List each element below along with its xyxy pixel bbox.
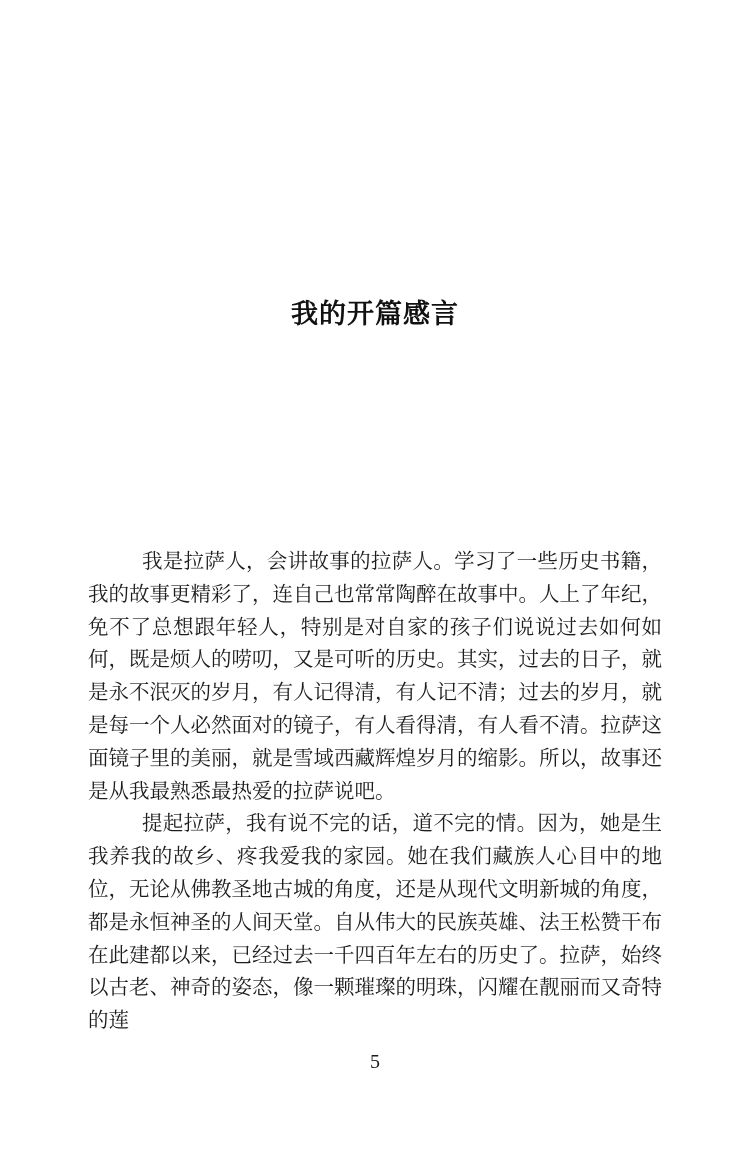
paragraph: 我是拉萨人，会讲故事的拉萨人。学习了一些历史书籍，我的故事更精彩了，连自己也常常陶醉在故事中。人上了年纪，免不了总想跟年轻人，特别是对自家的孩子们说说过去如何如何，既是烦人的唠叨，又是可听的历史。其实，过去的日子，就是永不泯灭的岁月，有人记得清，有人记不清；过去的岁月，就是每一个人必然面对的镜子，有人看得清，有人看不清。拉萨这面镜子里的美丽，就是雪域西藏辉煌岁月的缩影。所以，故事还是从我最熟悉最热爱的拉萨说吧。 xyxy=(88,551,662,803)
page-number: 5 xyxy=(370,1051,380,1073)
paragraph: 提起拉萨，我有说不完的话，道不完的情。因为，她是生我养我的故乡、疼我爱我的家园。她在我们藏族人心目中的地位，无论从佛教圣地古城的角度，还是从现代文明新城的角度，都是永恒神圣的人间天堂。自从伟大的民族英雄、法王松赞干布在此建都以来，已经过去一千四百年左右的历史了。拉萨，始终以古老、神奇的姿态，像一颗璀璨的明珠，闪耀在靓丽而又奇特的莲 xyxy=(88,813,662,1033)
chapter-title: 我的开篇感言 xyxy=(291,299,459,329)
body-text xyxy=(88,546,662,1038)
